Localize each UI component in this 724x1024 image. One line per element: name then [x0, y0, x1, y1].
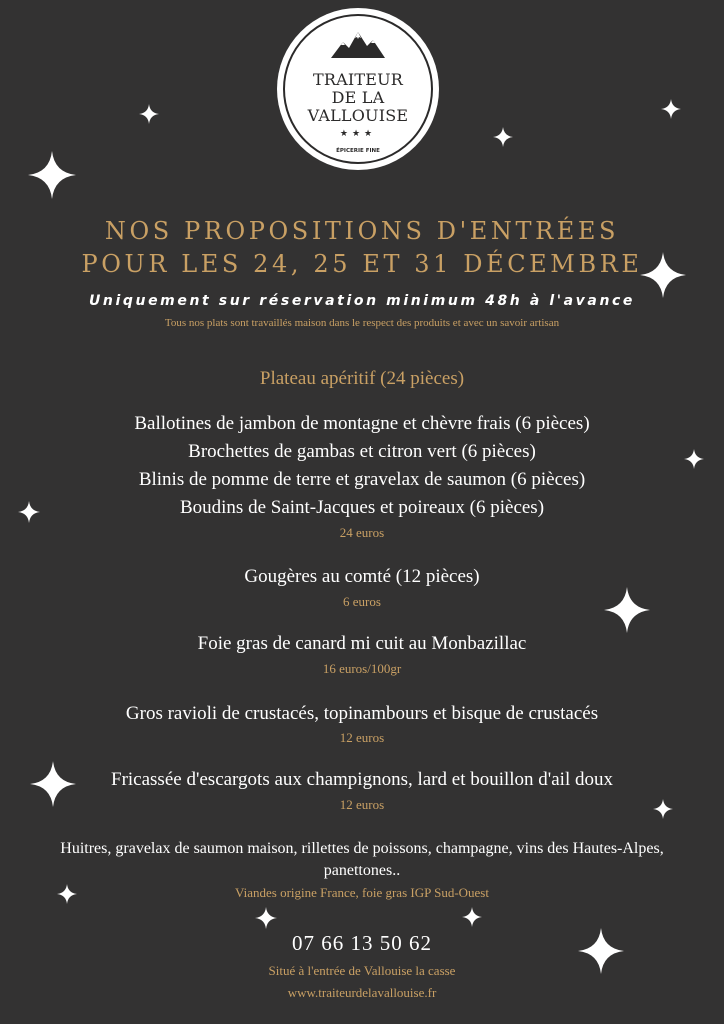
page-title-line2: POUR LES 24, 25 ET 31 DÉCEMBRE [81, 250, 643, 278]
sparkle-star-icon [139, 104, 159, 124]
location-text: Situé à l'entrée de Vallouise la casse [268, 963, 456, 978]
platter-title: Plateau apéritif (24 pièces) [259, 368, 465, 389]
logo-stars: ★★★ [339, 129, 377, 139]
platter-price: 24 euros [339, 525, 385, 540]
artisan-note: Tous nos plats sont travaillés maison dans le respect des produits et avec un savoir artisan [164, 317, 560, 329]
sparkle-star-icon [493, 127, 513, 147]
logo-text-line2: DE LA [331, 88, 385, 107]
phone-number[interactable]: 07 66 13 50 62 [292, 931, 432, 955]
origin-note: Viandes origine France, foie gras IGP Sud-Ouest [235, 885, 489, 900]
dish-price: 16 euros/100gr [322, 661, 402, 676]
brand-logo [277, 8, 439, 170]
dish-name: Foie gras de canard mi cuit au Monbazillac [197, 633, 527, 654]
platter-item: Ballotines de jambon de montagne et chèvre frais (6 pièces) [134, 413, 590, 434]
sparkle-star-icon [462, 907, 482, 927]
dish-name: Gougères au comté (12 pièces) [244, 566, 480, 587]
sparkle-star-icon [28, 151, 76, 199]
reservation-notice: Uniquement sur réservation minimum 48h à l'avance [88, 293, 636, 309]
dish-price: 12 euros [339, 797, 385, 812]
sparkle-star-icon [255, 907, 277, 929]
dish-name: Gros ravioli de crustacés, topinambours et bisque de crustacés [125, 703, 599, 724]
website-link[interactable]: www.traiteurdelavallouise.fr [287, 985, 437, 1000]
mountain-logo-icon [331, 30, 385, 58]
dish-name: Fricassée d'escargots aux champignons, lard et bouillon d'ail doux [111, 769, 613, 790]
page-title-line1: NOS PROPOSITIONS D'ENTRÉES [104, 217, 620, 245]
extra-products: Huitres, gravelax de saumon maison, rillettes de poissons, champagne, vins des Hautes-Alpes, panettones.. [60, 840, 664, 879]
dish-price: 12 euros [339, 730, 385, 745]
logo-text-line3: VALLOUISE [307, 106, 409, 125]
logo-subtitle: ÉPICERIE FINE [336, 148, 380, 154]
platter-item: Blinis de pomme de terre et gravelax de saumon (6 pièces) [138, 469, 586, 490]
logo-text-line1: TRAITEUR [312, 70, 404, 89]
platter-item: Boudins de Saint-Jacques et poireaux (6 pièces) [179, 497, 545, 518]
sparkle-star-icon [661, 99, 681, 119]
platter-item: Brochettes de gambas et citron vert (6 pièces) [188, 441, 536, 462]
dish-price: 6 euros [343, 594, 381, 609]
